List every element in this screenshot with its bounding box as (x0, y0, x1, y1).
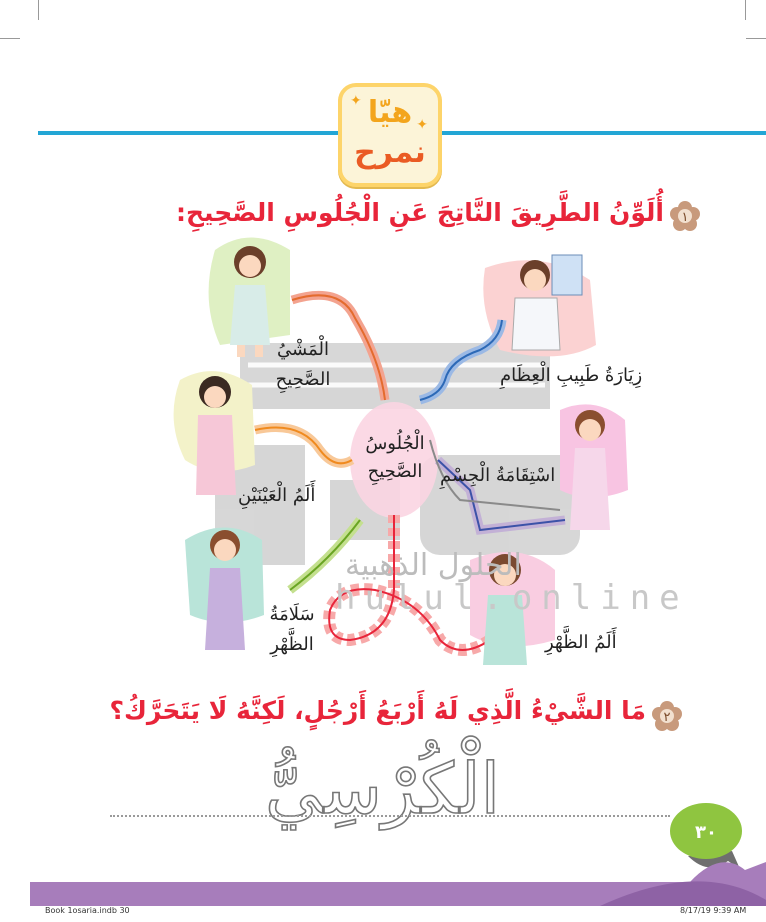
girl-straight-figure (570, 410, 610, 530)
label-back-safety: سَلَامَةُ الظَّهْرِ (269, 604, 315, 655)
badge-line-2: نمرح (354, 135, 426, 170)
badge-line-1: هيّا (367, 95, 413, 130)
label-center: الْجُلُوسُ الصَّحِيحِ (365, 433, 425, 482)
star-icon: ✦ (416, 117, 428, 133)
page-number: ٣٠ (695, 822, 717, 843)
crop-mark (38, 0, 39, 20)
star-icon: ✦ (350, 93, 362, 109)
footer-date: 8/17/19 9:39 AM (680, 906, 747, 915)
footer-bar (0, 860, 766, 910)
girl-eyes-figure (196, 376, 236, 495)
girl-back-safety-figure (205, 530, 245, 650)
flower-number-icon (670, 201, 700, 231)
label-doctor: زِيَارَةُ طَبِيبِ الْعِظَامِ (500, 365, 643, 386)
flower-number-icon (652, 701, 682, 731)
label-back-pain: أَلَمُ الظَّهْرِ (545, 632, 617, 653)
label-walking: الْمَشْيُ الصَّحِيحِ (275, 339, 331, 390)
label-straight: اسْتِقَامَةُ الْجِسْمِ (440, 465, 556, 486)
label-eyes: أَلَمُ الْعَيْنَيْنِ (238, 485, 316, 506)
question-1-number: ١ (681, 210, 689, 225)
footer-file: Book 1osaria.indb 30 (45, 906, 130, 915)
writing-line (110, 815, 670, 817)
crop-mark (0, 38, 20, 39)
tracing-answer: الْكُرْسِيُّ (265, 748, 501, 830)
watermark-arabic: الحلول الذهبية (345, 548, 522, 583)
crop-mark (746, 38, 766, 39)
lets-play-badge (338, 83, 442, 187)
question-2-number: ٢ (663, 710, 671, 725)
question-1-text: أُلَوِّنُ الطَّرِيقَ النَّاتِجَ عَنِ الْجُلُوسِ الصَّحِيحِ: (176, 198, 664, 227)
crop-mark (745, 0, 746, 20)
watermark-latin: hulul.online (335, 578, 689, 618)
question-2-text: مَا الشَّيْءُ الَّذِي لَهُ أَرْبَعُ أَرْجُلٍ، لَكِنَّهُ لَا يَتَحَرَّكُ؟ (109, 696, 646, 725)
